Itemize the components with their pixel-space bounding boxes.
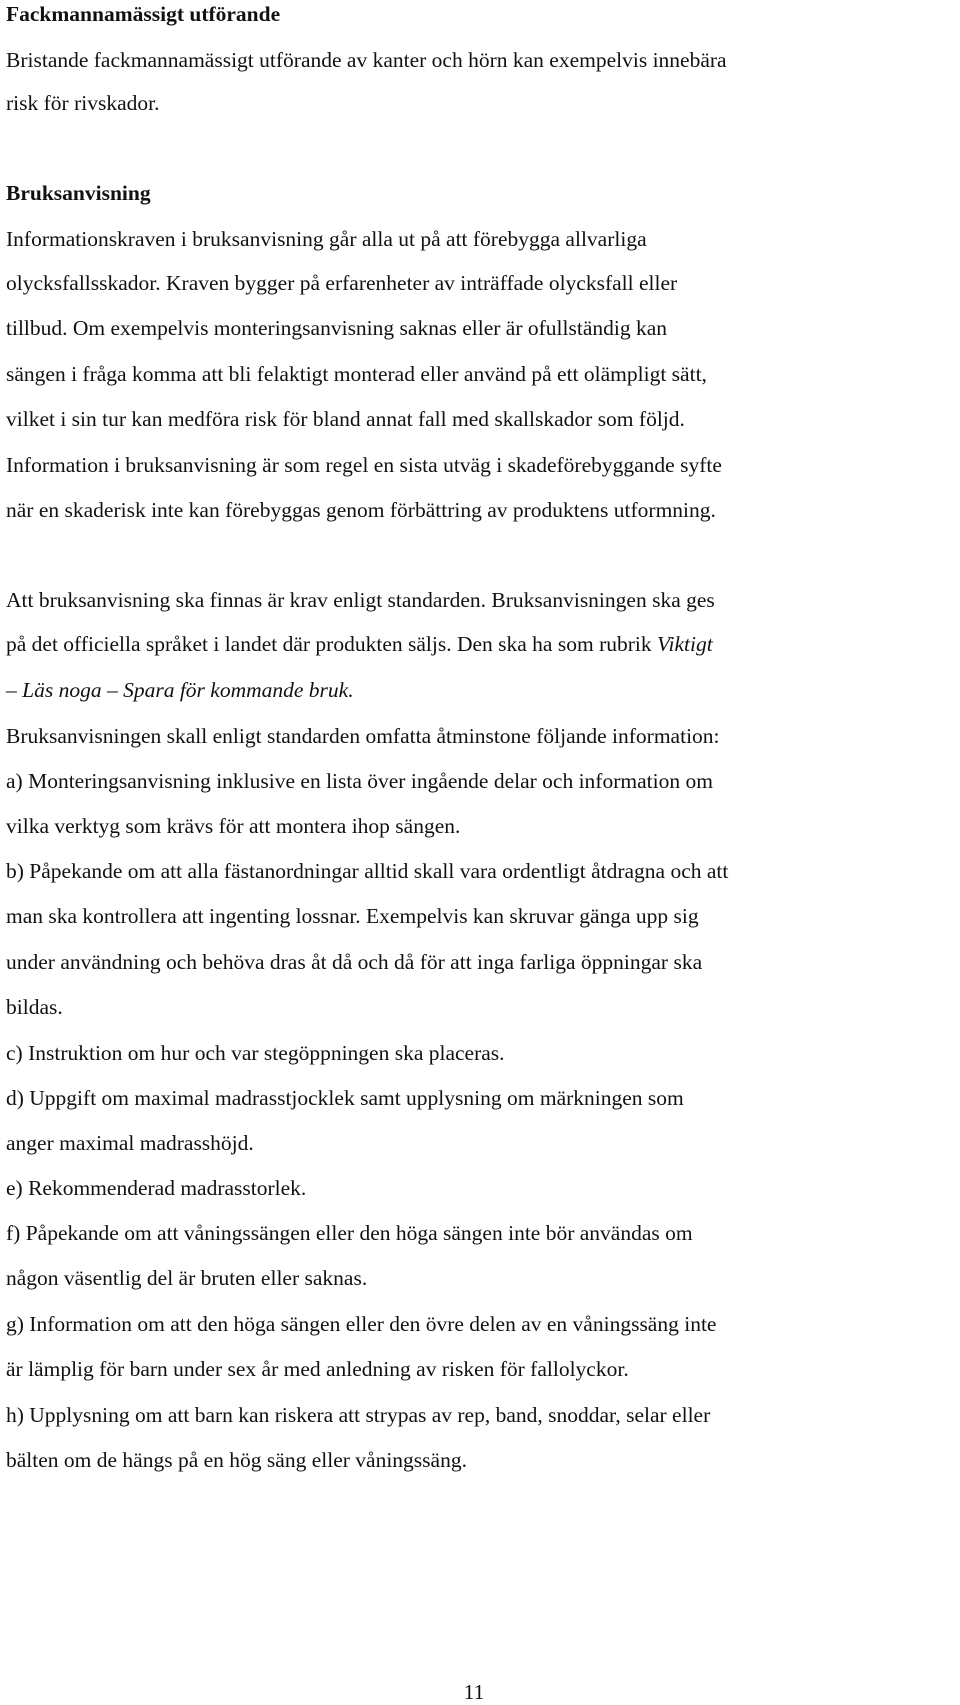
italic-rubric: – Läs noga – Spara för kommande bruk. [6,678,354,702]
list-item: man ska kontrollera att ingenting lossnar. Exempelvis kan skruvar gänga upp sig [6,904,699,928]
list-item: a) Monteringsanvisning inklusive en lista över ingående delar och information om [6,769,713,793]
text-line: olycksfallsskador. Kraven bygger på erfarenheter av inträffade olycksfall eller [6,271,678,295]
text-line: Informationskraven i bruksanvisning går alla ut på att förebygga allvarliga [6,227,647,251]
list-item: under användning och behöva dras åt då och då för att inga farliga öppningar ska [6,950,703,974]
text-line: risk för rivskador. [6,91,160,115]
text-line: Information i bruksanvisning är som regel en sista utväg i skadeförebyggande syfte [6,453,722,477]
text-line: Att bruksanvisning ska finnas är krav enligt standarden. Bruksanvisningen ska ges [6,588,715,612]
list-item: f) Påpekande om att våningssängen eller den höga sängen inte bör användas om [6,1221,693,1245]
list-item: någon väsentlig del är bruten eller saknas. [6,1266,368,1290]
section-heading: Fackmannamässigt utförande [6,2,281,26]
list-item: bildas. [6,995,63,1019]
text-line [6,680,354,702]
text-line: vilket i sin tur kan medföra risk för bland annat fall med skallskador som följd. [6,407,685,431]
text-line [6,634,713,656]
list-item: g) Information om att den höga sängen eller den övre delen av en våningssäng inte [6,1312,717,1336]
text-line: sängen i fråga komma att bli felaktigt monterad eller använd på ett olämpligt sätt, [6,362,707,386]
list-item: b) Påpekande om att alla fästanordningar alltid skall vara ordentligt åtdragna och att [6,859,729,883]
text-line: tillbud. Om exempelvis monteringsanvisning saknas eller är ofullständig kan [6,316,667,340]
list-item: e) Rekommenderad madrasstorlek. [6,1176,307,1200]
text-line: Bristande fackmannamässigt utförande av kanter och hörn kan exempelvis innebära [6,48,727,72]
text-span: på det officiella språket i landet där produkten säljs. Den ska ha som rubrik [6,632,657,656]
text-line: Bruksanvisningen skall enligt standarden omfatta åtminstone följande information: [6,724,720,748]
list-item: bälten om de hängs på en hög säng eller våningssäng. [6,1448,467,1472]
list-item: h) Upplysning om att barn kan riskera att strypas av rep, band, snoddar, selar eller [6,1403,711,1427]
section-heading: Bruksanvisning [6,181,151,205]
list-item: är lämplig för barn under sex år med anledning av risken för fallolyckor. [6,1357,629,1381]
page-number: 11 [463,1680,485,1704]
list-item: d) Uppgift om maximal madrasstjocklek samt upplysning om märkningen som [6,1086,684,1110]
list-item: anger maximal madrasshöjd. [6,1131,254,1155]
list-item: vilka verktyg som krävs för att montera ihop sängen. [6,814,461,838]
italic-rubric: Viktigt [656,632,713,656]
list-item: c) Instruktion om hur och var stegöppningen ska placeras. [6,1041,505,1065]
text-line: när en skaderisk inte kan förebyggas genom förbättring av produktens utformning. [6,498,716,522]
